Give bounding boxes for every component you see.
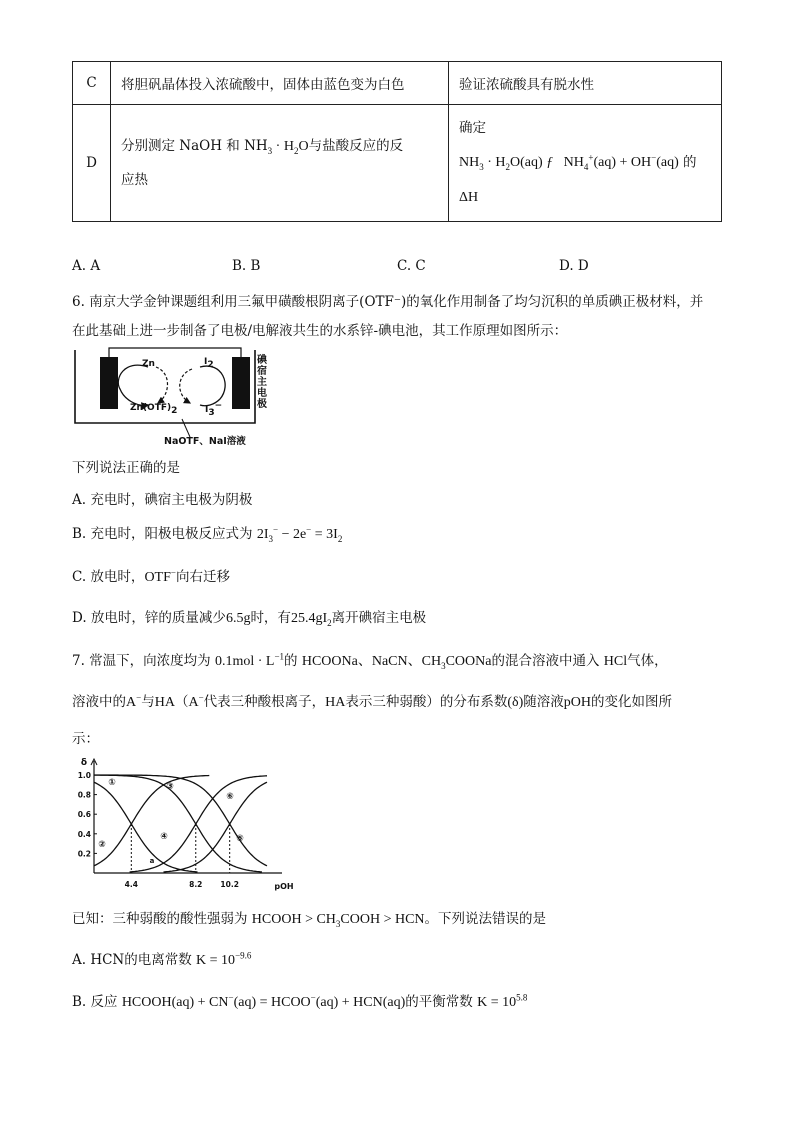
iodine-host-electrode: [232, 357, 250, 409]
table-row: [73, 62, 722, 105]
q7-option-b[interactable]: B. 反应 HCOOH(aq) + CN−(aq) = HCOO−(aq) + HCN(aq)的平衡常数 $K = 10^{5.8}$: [72, 992, 528, 1010]
zinc-electrode: [100, 357, 118, 409]
distribution-chart-svg: [72, 755, 297, 895]
option-c[interactable]: C. C: [397, 258, 426, 274]
curve-label: ①: [108, 778, 116, 788]
curve-label: ③: [166, 782, 174, 792]
y-tick-label: 1.0: [77, 771, 91, 780]
iodine-cycle-right: [200, 366, 225, 406]
row-method: 分别测定 NaOH 和 $NH_3 \cdot H_2O$与盐酸反应的反 应热: [111, 105, 449, 222]
table-row: [73, 105, 722, 222]
zn-otf-label: $Zn(OTF)_2$: [130, 403, 178, 416]
x-tick-label: 10.2: [220, 880, 239, 889]
iodine-cycle-left: [180, 369, 192, 403]
i2-label: $I_2$: [204, 357, 214, 370]
x-tick-label: 4.4: [124, 880, 138, 889]
option-a[interactable]: A. A: [72, 258, 101, 274]
x-tick-label: 8.2: [189, 880, 203, 889]
y-axis-label: δ: [80, 758, 88, 768]
row-method: 将胆矾晶体投入浓硫酸中，固体由蓝色变为白色: [111, 62, 449, 105]
curve-1: [94, 782, 198, 872]
q6-option-d[interactable]: D. 放电时，锌的质量减少6.5g时，有$25.4gI_2$离开碘宿主电极: [72, 610, 427, 628]
q7-option-a[interactable]: A. HCN的电离常数 $K = 10^{-9.6}$: [72, 950, 252, 968]
q6-option-b[interactable]: B. 充电时，阳极电极反应式为 $2I_3^- - 2e^- = 3I_2$: [72, 524, 343, 544]
q7-stem-line1: 7. 常温下，向浓度均为 $0.1mol \cdot L^{-1}$的 HCOONa、NaCN、$CH_3COONa$的混合溶液中通入 HCl气体，: [72, 651, 668, 671]
curve-2: [94, 776, 209, 866]
y-tick-label: 0.6: [77, 810, 91, 820]
row-purpose: 确定 $NH_3 \cdot H_2O(aq)$ ƒ $NH_4^+(aq) + OH^-(aq)$ 的 ΔH: [449, 105, 722, 222]
zinc-cycle-left: [118, 365, 148, 405]
options-table: [72, 61, 722, 222]
external-wire: [109, 348, 241, 357]
q7-stem-line2: 溶液中的A−与HA（A−代表三种酸根离子，HA表示三种弱酸）的分布系数(δ)随溶液pOH的变化如图所: [72, 692, 673, 710]
option-b[interactable]: B. B: [232, 258, 261, 274]
curve-label: ⑤: [236, 834, 244, 844]
q7-known: 已知：三种弱酸的酸性强弱为 HCOOH > $CH_3COOH$ > HCN。下列说法错误的是: [72, 911, 547, 929]
zinc-cycle-right: [156, 367, 168, 403]
q6-stem-line1: 6. 南京大学金钟课题组利用三氟甲磺酸根阴离子(OTF⁻)的氧化作用制备了均匀沉积的单质碘正极材料，并: [72, 294, 704, 310]
curve-3: [94, 775, 262, 872]
curve-5: [94, 775, 267, 866]
point-label-a: a: [149, 857, 155, 865]
option-d[interactable]: D. D: [559, 258, 589, 274]
y-tick-label: 0.4: [77, 829, 91, 839]
q5-options: [72, 258, 722, 276]
i3-label: $I_3^-$: [205, 401, 223, 418]
zn-label: Zn: [142, 359, 155, 369]
q6-question: 下列说法正确的是: [72, 460, 180, 476]
curve-label: ⑥: [226, 792, 234, 802]
row-key: D: [73, 105, 111, 222]
row-purpose: 验证浓硫酸具有脱水性: [449, 62, 722, 105]
electrode-label: 碘 宿 主 电 极: [257, 355, 267, 410]
distribution-chart: [72, 755, 297, 895]
y-tick-label: 0.2: [77, 849, 91, 859]
battery-diagram: [72, 345, 282, 450]
curve-label: ②: [98, 840, 106, 850]
q6-stem-line2: 在此基础上进一步制备了电极/电解液共生的水系锌-碘电池，其工作原理如图所示：: [72, 323, 568, 339]
q7-stem-line3: 示：: [72, 731, 99, 747]
solution-label: NaOTF、NaI溶液: [164, 436, 246, 447]
row-key: C: [73, 62, 111, 105]
q6-option-a[interactable]: A. 充电时，碘宿主电极为阴极: [72, 492, 253, 508]
x-axis-label: pOH: [274, 882, 294, 891]
curve-label: ④: [160, 832, 168, 842]
q6-option-c[interactable]: C. 放电时，OTF−向右迁移: [72, 567, 230, 585]
y-tick-label: 0.8: [77, 790, 91, 800]
